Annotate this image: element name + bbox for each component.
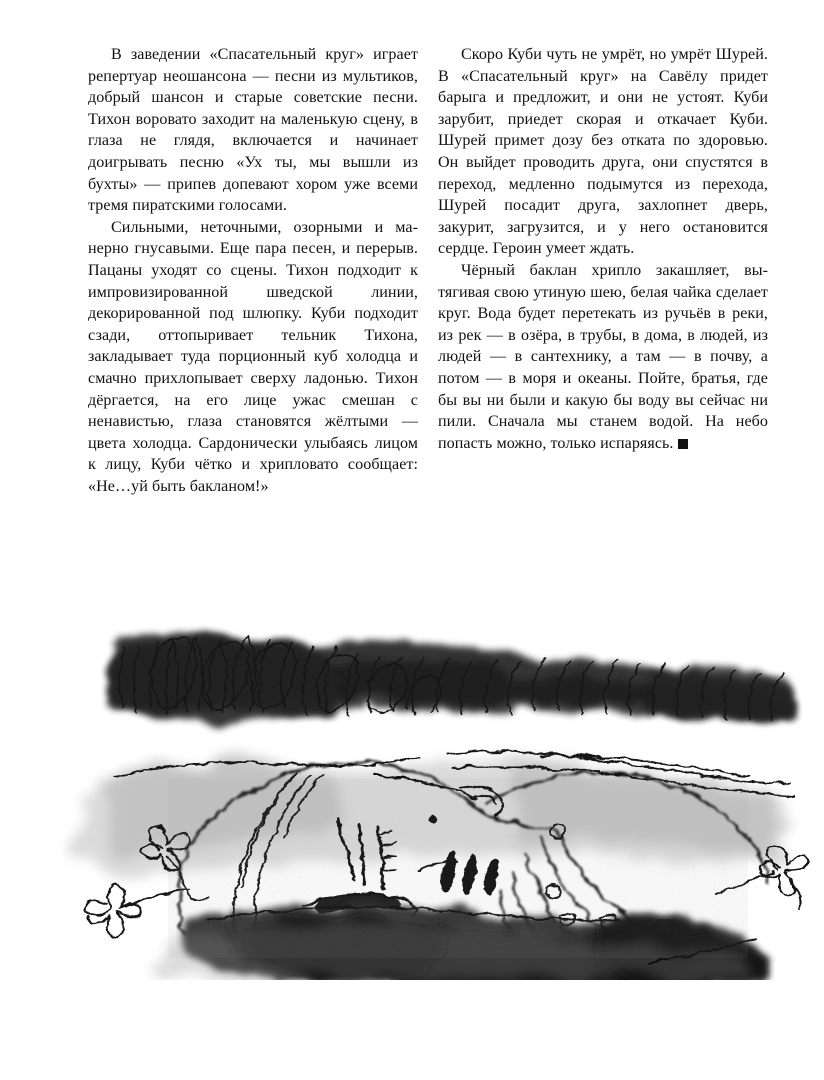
text-column-left [88,44,418,497]
paragraph-final-text: Чёрный баклан хрипло закашляет, вытягивая свою утиную шею, белая чайка сделает круг. Вода будет перетекать из ручьёв в реки, из рек — в озёра, в трубы, в дома, в людей, из людей — в сантехнику, а там — в почву, а потом — в моря и океаны. Пойте, братья, где бы вы ни были и какую бы воду вы сейчас ни пили. Сначала мы станем водой. На небо попасть можно, только испаряясь. [438,261,768,452]
paragraph: В заведении «Спасательный круг» играет репертуар неошансона — песни из мультиков, добрый шансон и старые советские песни. Тихон воровато заходит на маленькую сцену, в глаза не глядя, включается и начинает доигрывать песню «Ух ты, мы вышли из бухты» — припев допевают хором уже всеми тремя пиратскими голосами. [88,46,418,215]
end-of-article-marker [678,439,688,449]
paragraph-final [438,260,768,454]
illustration-ink-wash [48,588,818,980]
paragraph: Сильными, неточными, озорными и манерно гнусавыми. Еще пара песен, и перерыв. Пацаны уходят со сцены. Тихон подходит к импровизированной шведской линии, декорированной под шлюпку. Куби подходит сзади, оттопыривает тельник Тихона, закладывает туда порционный куб холодца и смачно прихлопывает сверху ладонью. Тихон дёргается, на его лице ужас смешан с ненавистью, глаза становятся жёлтыми — цвета холодца. Сардонически улыбаясь лицом к лицу, Куби чётко и хрипловато сообщает: «Не…уй быть бакланом!» [88,218,418,495]
paragraph: Скоро Куби чуть не умрёт, но умрёт Шурей. В «Спасательный круг» на Савёлу придет барыга и предложит, и они не устоят. Куби зарубит, приедет скорая и откачает Куби. Шурей примет дозу без отката по здоровью. Он выйдет проводить друга, они спустятся в переход, медленно подымутся из перехода, Шурей посадит друга, захлопнет дверь, закурит, загрузится, и у него остановится сердце. Героин умеет ждать. [438,46,768,258]
two-column-text-area [88,44,768,497]
text-column-right [438,44,768,454]
